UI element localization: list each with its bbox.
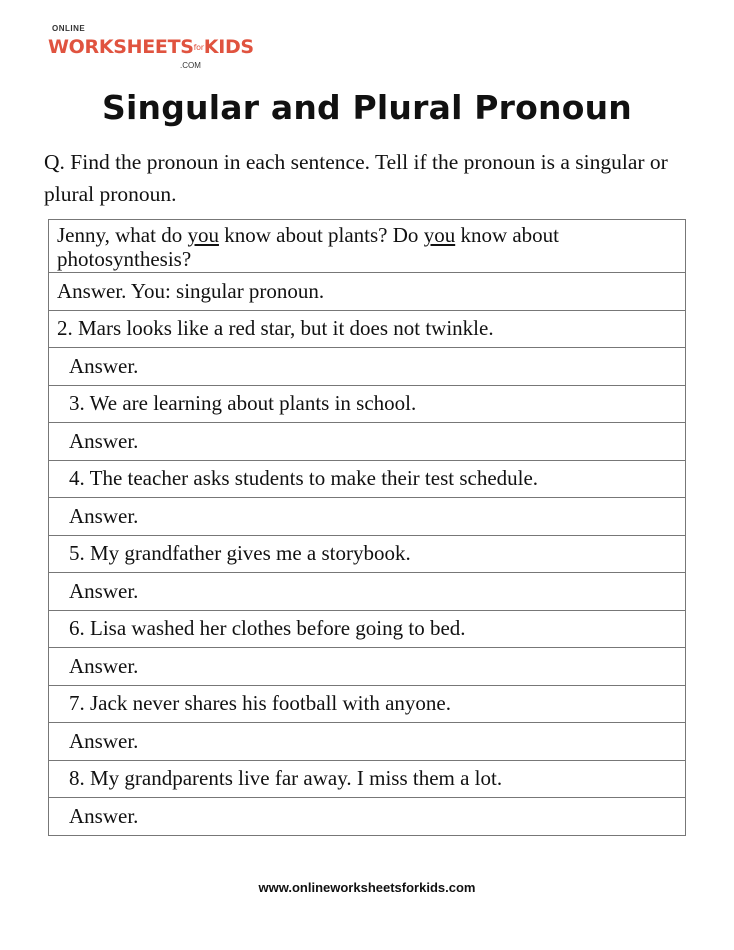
question-instructions: Q. Find the pronoun in each sentence. Tell if the pronoun is a singular or plural pronoun. <box>44 150 668 206</box>
answer-5[interactable]: Answer. <box>49 573 686 611</box>
answer-row <box>49 423 686 461</box>
example-text-3: know about photosynthesis? <box>57 223 560 271</box>
example-answer: Answer. You: singular pronoun. <box>49 273 686 311</box>
answer-row <box>49 723 686 761</box>
answer-row <box>49 498 686 536</box>
logo-brand-for: for <box>193 43 204 52</box>
question-5: 5. My grandfather gives me a storybook. <box>49 535 686 573</box>
question-row <box>49 310 686 348</box>
question-6: 6. Lisa washed her clothes before going to bed. <box>49 610 686 648</box>
question-8: 8. My grandparents live far away. I miss them a lot. <box>49 760 686 798</box>
question-row <box>49 460 686 498</box>
answer-6[interactable]: Answer. <box>49 648 686 686</box>
question-row <box>49 535 686 573</box>
exercise-table <box>48 219 686 836</box>
example-question-row <box>49 220 686 273</box>
example-pronoun-2: you <box>423 223 456 247</box>
site-logo <box>48 24 254 80</box>
question-4: 4. The teacher asks students to make their test schedule. <box>49 460 686 498</box>
question-row <box>49 385 686 423</box>
question-row <box>49 685 686 723</box>
answer-row <box>49 648 686 686</box>
page-title: Singular and Plural Pronoun <box>102 88 632 127</box>
example-pronoun-1: you <box>187 223 219 247</box>
answer-row <box>49 573 686 611</box>
footer-url: www.onlineworksheetsforkids.com <box>258 880 476 895</box>
question-2: 2. Mars looks like a red star, but it does not twinkle. <box>49 310 686 348</box>
answer-8[interactable]: Answer. <box>49 798 686 836</box>
question-7: 7. Jack never shares his football with anyone. <box>49 685 686 723</box>
example-text-2: know about plants? Do <box>218 223 424 247</box>
example-answer-row <box>49 273 686 311</box>
answer-4[interactable]: Answer. <box>49 498 686 536</box>
logo-domain: .COM <box>180 61 201 70</box>
answer-3[interactable]: Answer. <box>49 423 686 461</box>
question-3: 3. We are learning about plants in school. <box>49 385 686 423</box>
question-row <box>49 610 686 648</box>
answer-7[interactable]: Answer. <box>49 723 686 761</box>
example-text-1: Jenny, what do <box>57 223 188 247</box>
answer-2[interactable]: Answer. <box>49 348 686 386</box>
logo-top-text: ONLINE <box>52 24 86 33</box>
answer-row <box>49 798 686 836</box>
logo-brand-part1: WORKSHEETS <box>48 36 194 58</box>
logo-brand <box>48 36 254 59</box>
example-question-cell <box>49 220 686 273</box>
question-row <box>49 760 686 798</box>
answer-row <box>49 348 686 386</box>
logo-brand-part2: KIDS <box>203 36 254 58</box>
